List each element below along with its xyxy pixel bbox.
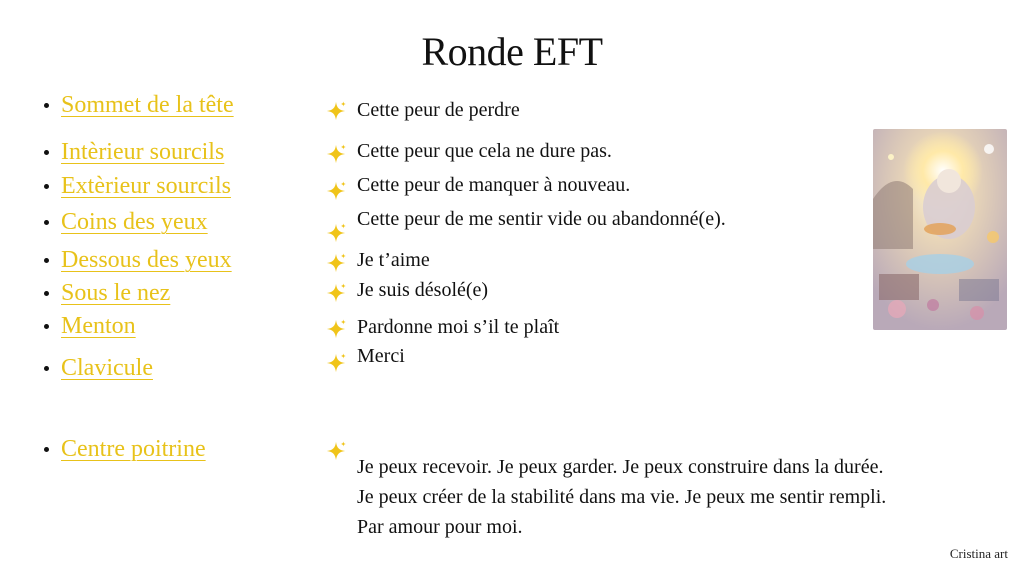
bullet-dot-icon bbox=[44, 103, 49, 108]
meditation-illustration bbox=[873, 129, 1007, 330]
affirmation-phrase: Je t’aime bbox=[357, 249, 430, 271]
bullet-dot-icon bbox=[44, 447, 49, 452]
bullet-dot-icon bbox=[44, 258, 49, 263]
tapping-point-item bbox=[44, 313, 136, 340]
bullet-dot-icon bbox=[44, 324, 49, 329]
tapping-point-item bbox=[44, 247, 232, 274]
closing-line: Je peux recevoir. Je peux garder. Je peux construire dans la durée. bbox=[357, 456, 884, 478]
bullet-dot-icon bbox=[44, 220, 49, 225]
affirmation-phrase: Cette peur que cela ne dure pas. bbox=[357, 140, 612, 162]
credit-text: Cristina art bbox=[949, 546, 1008, 561]
sparkle-icon bbox=[325, 440, 347, 462]
tapping-point-item bbox=[44, 173, 231, 200]
affirmation-phrase: Cette peur de me sentir vide ou abandonné(e). bbox=[357, 208, 726, 230]
tapping-point-link[interactable]: Sommet de la tête bbox=[61, 92, 234, 118]
sparkle-icon bbox=[325, 100, 347, 122]
affirmation-phrase: Pardonne moi s’il te plaît bbox=[357, 316, 560, 338]
affirmation-phrase: Cette peur de manquer à nouveau. bbox=[357, 174, 631, 196]
sparkle-icon bbox=[325, 222, 347, 244]
tapping-point-item bbox=[44, 139, 224, 166]
tapping-point-item bbox=[44, 92, 234, 119]
bullet-dot-icon bbox=[44, 291, 49, 296]
sparkle-icon bbox=[325, 180, 347, 202]
tapping-point-item bbox=[44, 355, 153, 382]
closing-line: Par amour pour moi. bbox=[357, 516, 523, 538]
affirmation-phrase: Cette peur de perdre bbox=[357, 99, 520, 121]
bullet-dot-icon bbox=[44, 150, 49, 155]
tapping-point-link[interactable]: Coins des yeux bbox=[61, 209, 208, 235]
tapping-point-link[interactable]: Menton bbox=[61, 313, 136, 339]
tapping-point-link[interactable]: Dessous des yeux bbox=[61, 247, 232, 273]
affirmation-phrase: Merci bbox=[357, 345, 405, 367]
sparkle-icon bbox=[325, 143, 347, 165]
tapping-point-item bbox=[44, 280, 170, 307]
tapping-point-item bbox=[44, 436, 206, 463]
tapping-point-link[interactable]: Sous le nez bbox=[61, 280, 171, 306]
bullet-dot-icon bbox=[44, 366, 49, 371]
tapping-point-link[interactable]: Clavicule bbox=[61, 355, 153, 381]
sparkle-icon bbox=[325, 282, 347, 304]
sparkle-icon bbox=[325, 252, 347, 274]
closing-line: Je peux créer de la stabilité dans ma vie. Je peux me sentir rempli. bbox=[357, 486, 887, 508]
tapping-point-link[interactable]: Extèrieur sourcils bbox=[61, 173, 231, 199]
sparkle-icon bbox=[325, 318, 347, 340]
bullet-dot-icon bbox=[44, 184, 49, 189]
tapping-point-link[interactable]: Intèrieur sourcils bbox=[61, 139, 225, 165]
sparkle-icon bbox=[325, 352, 347, 374]
affirmation-phrase: Je suis désolé(e) bbox=[357, 279, 489, 301]
tapping-point-item bbox=[44, 209, 208, 236]
page-title: Ronde EFT bbox=[421, 29, 603, 74]
closing-affirmation bbox=[357, 452, 886, 542]
tapping-point-link[interactable]: Centre poitrine bbox=[61, 436, 206, 462]
